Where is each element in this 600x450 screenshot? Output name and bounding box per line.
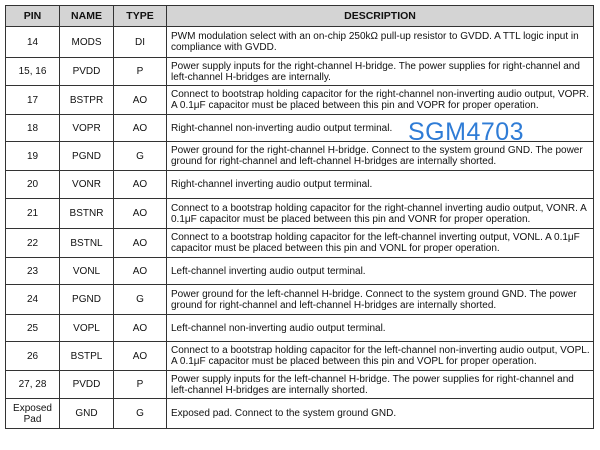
cell-description: Right-channel inverting audio output terminal.: [167, 171, 594, 199]
cell-name: PVDD: [60, 58, 114, 86]
cell-description: Power ground for the right-channel H-bridge. Connect to the system ground GND. The power ground for right-channel and left-channel H-bridges are internally shorted.: [167, 142, 594, 171]
cell-pin: 25: [6, 315, 60, 342]
cell-name: VONR: [60, 171, 114, 199]
cell-type: P: [114, 371, 167, 399]
table-row: [6, 315, 594, 342]
cell-pin: 27, 28: [6, 371, 60, 399]
cell-type: AO: [114, 229, 167, 258]
cell-description: Connect to bootstrap holding capacitor for the right-channel non-inverting audio output, VOPR. A 0.1μF capacitor must be placed between this pin and VOPR for proper operation.: [167, 86, 594, 115]
cell-description: Exposed pad. Connect to the system ground GND.: [167, 399, 594, 429]
cell-description: Power ground for the left-channel H-bridge. Connect to the system ground GND. The power ground for right-channel and left-channel H-bridges are internally shorted.: [167, 285, 594, 315]
table-row: [6, 27, 594, 58]
table-row: [6, 258, 594, 285]
cell-type: G: [114, 399, 167, 429]
cell-pin: 20: [6, 171, 60, 199]
header-pin: PIN: [6, 6, 60, 27]
cell-name: GND: [60, 399, 114, 429]
cell-pin: Exposed Pad: [6, 399, 60, 429]
cell-name: VOPL: [60, 315, 114, 342]
table-row: [6, 285, 594, 315]
cell-pin: 23: [6, 258, 60, 285]
cell-type: G: [114, 285, 167, 315]
cell-type: AO: [114, 171, 167, 199]
cell-name: VOPR: [60, 115, 114, 142]
cell-pin: 26: [6, 342, 60, 371]
table-row: [6, 199, 594, 229]
cell-pin: 15, 16: [6, 58, 60, 86]
table-row: [6, 171, 594, 199]
cell-pin: 14: [6, 27, 60, 58]
cell-type: AO: [114, 258, 167, 285]
cell-pin: 17: [6, 86, 60, 115]
table-header-row: [6, 6, 594, 27]
table-row: [6, 342, 594, 371]
table-body: [6, 27, 594, 429]
pin-description-table: [5, 5, 594, 429]
cell-type: DI: [114, 27, 167, 58]
cell-description: Connect to a bootstrap holding capacitor for the right-channel inverting audio output, VONR. A 0.1μF capacitor must be placed between this pin and VONR for proper operation.: [167, 199, 594, 229]
cell-type: AO: [114, 86, 167, 115]
cell-name: PGND: [60, 285, 114, 315]
cell-description: Left-channel inverting audio output terminal.: [167, 258, 594, 285]
cell-type: AO: [114, 199, 167, 229]
cell-type: AO: [114, 342, 167, 371]
cell-name: PVDD: [60, 371, 114, 399]
cell-type: G: [114, 142, 167, 171]
cell-description: Power supply inputs for the left-channel H-bridge. The power supplies for right-channel and left-channel H-bridges are internally shorted.: [167, 371, 594, 399]
cell-description: Left-channel non-inverting audio output terminal.: [167, 315, 594, 342]
part-number-watermark: SGM4703: [408, 118, 525, 146]
cell-name: PGND: [60, 142, 114, 171]
cell-description: Connect to a bootstrap holding capacitor for the left-channel non-inverting audio output, VOPL. A 0.1μF capacitor must be placed between this pin and VOPL for proper operation.: [167, 342, 594, 371]
header-type: TYPE: [114, 6, 167, 27]
table-row: [6, 399, 594, 429]
cell-description: Right-channel non-inverting audio output terminal.: [167, 115, 594, 142]
cell-type: AO: [114, 115, 167, 142]
cell-description: Power supply inputs for the right-channel H-bridge. The power supplies for right-channel and left-channel H-bridges are internally.: [167, 58, 594, 86]
cell-name: MODS: [60, 27, 114, 58]
cell-name: BSTPL: [60, 342, 114, 371]
cell-name: BSTNL: [60, 229, 114, 258]
cell-pin: 21: [6, 199, 60, 229]
cell-pin: 19: [6, 142, 60, 171]
header-name: NAME: [60, 6, 114, 27]
cell-description: Connect to a bootstrap holding capacitor for the left-channel inverting output, VONL. A 0.1μF capacitor must be placed between this pin and VONL for proper operation.: [167, 229, 594, 258]
cell-name: VONL: [60, 258, 114, 285]
cell-type: P: [114, 58, 167, 86]
cell-type: AO: [114, 315, 167, 342]
table-row: [6, 58, 594, 86]
cell-pin: 24: [6, 285, 60, 315]
table-row: [6, 229, 594, 258]
cell-pin: 18: [6, 115, 60, 142]
cell-name: BSTNR: [60, 199, 114, 229]
table-row: [6, 86, 594, 115]
cell-description: PWM modulation select with an on-chip 250kΩ pull-up resistor to GVDD. A TTL logic input in compliance with GVDD.: [167, 27, 594, 58]
cell-name: BSTPR: [60, 86, 114, 115]
header-description: DESCRIPTION: [167, 6, 594, 27]
cell-pin: 22: [6, 229, 60, 258]
table-row: [6, 371, 594, 399]
